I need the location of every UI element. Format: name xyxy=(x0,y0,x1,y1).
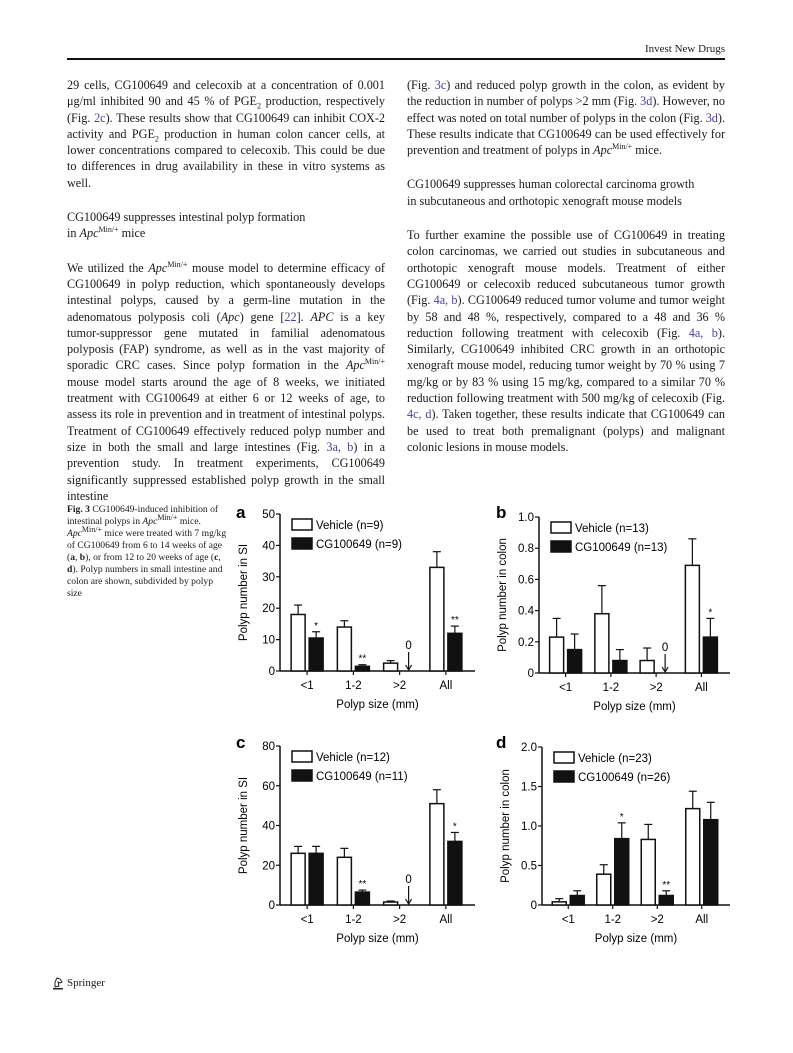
y-tick-label: 0 xyxy=(268,900,275,912)
bar-vehicle xyxy=(550,637,564,673)
y-tick-label: 2.0 xyxy=(521,742,537,754)
legend-swatch-cg100649 xyxy=(292,538,312,549)
legend-swatch-cg100649 xyxy=(551,541,571,552)
bar-vehicle xyxy=(291,614,305,671)
paragraph-xenograft: To further examine the possible use of CG100649 in treating colon carcinomas, we carried out studies in subcutaneous and orthotopic xenograft mouse models. Treatment of either CG100649 or celecoxib reduced subcutaneous tumor growth (Fig. 4a, b). CG100649 reduced tumor volume and tumor weight by 58 and 48 %, respectively, compared to a 48 and 36 % reduction following treatment with celecoxib (Fig. 4a, b). Similarly, CG100649 inhibited CRC growth in an orthotopic xenograft mouse model, reducing tumor weight by 70 % using 7 mg/kg or by 83 % using 15 mg/kg, compared to a similar 70 % reduction following treatment with 500 mg/kg of celecoxib (Fig. 4c, d). Taken together, these results indicate that CG100649 can be used to treat both premalignant (polyps) and malignant colonic lesions in mouse models. xyxy=(407,228,725,454)
paragraph-colon: (Fig. 3c) and reduced polyp growth in the colon, as evident by the reduction in number of polyps >2 mm (Fig. 3d). However, no effect was noted on total number of polyps in the colon (Fig. 3d). These results indicate that CG100649 can be used effectively for prevention and treatment of polyps in Apc$^{Min/+}$ mice. xyxy=(407,78,725,158)
x-tick-label: >2 xyxy=(649,682,663,694)
bar-cg100649 xyxy=(659,896,673,905)
significance-marker: * xyxy=(314,620,319,632)
legend-swatch-vehicle xyxy=(292,519,312,530)
panel-label: a xyxy=(236,503,246,522)
x-tick-label: All xyxy=(439,914,453,926)
paragraph-apcmin: We utilized the Apc$^{Min/+}$ mouse model to determine efficacy of CG100649 in polyp reduction, which spontaneously develops intestinal polyps, caused by a germ-line mutation in the adenomatous polyposis coli (Apc) gene [22]. APC is a key tumor-suppressor gene mutated in familial adenomatous polyposis (FAP) syndrome, as well as in the vast majority of sporadic CRC cases. Since polyp formation in the Apc$^{Min/+}$ mouse model starts around the age of 8 weeks, we initiated treatment with CG100649 at either 6 or 12 weeks of age, to assess its role in prevention and in treatment of intestinal polyps. Treatment of CG100649 effectively reduced polyp number and size in both the small and large intestines (Fig. 3a, b) in a prevention study. In treatment experiments, CG100649 significantly suppressed established polyp growth in the small intestine xyxy=(67,259,386,503)
legend-label: CG100649 (n=9) xyxy=(316,539,402,551)
x-tick-label: <1 xyxy=(300,914,314,926)
significance-marker: * xyxy=(619,811,624,823)
y-tick-label: 50 xyxy=(262,509,275,521)
x-tick-label: 1-2 xyxy=(604,914,622,926)
bar-cg100649 xyxy=(615,839,629,905)
bar-vehicle xyxy=(384,663,398,671)
y-tick-label: 10 xyxy=(262,634,275,647)
y-tick-label: 20 xyxy=(262,860,275,873)
x-tick-label: 1-2 xyxy=(345,914,362,926)
panel-label: b xyxy=(496,503,507,522)
legend-label: Vehicle (n=12) xyxy=(316,752,390,764)
fig-4cd-link[interactable]: 4c, d xyxy=(407,407,432,422)
x-tick-label: 1-2 xyxy=(345,680,362,692)
fig-3d-link[interactable]: 3d xyxy=(640,94,653,109)
legend-swatch-vehicle xyxy=(554,752,574,763)
significance-marker: ** xyxy=(450,615,459,627)
legend-label: Vehicle (n=9) xyxy=(316,520,384,532)
y-axis-label: Polyp number in colon xyxy=(500,769,512,883)
fig-3c-link[interactable]: 3c xyxy=(434,78,447,92)
chart-panel-b xyxy=(490,500,750,720)
bar-vehicle xyxy=(337,857,351,905)
y-tick-label: 0 xyxy=(527,668,534,680)
bar-vehicle xyxy=(595,614,609,673)
header-rule xyxy=(67,58,725,60)
chart-panel-d xyxy=(490,730,750,955)
y-tick-label: 0 xyxy=(530,900,537,912)
bar-cg100649 xyxy=(703,637,717,673)
y-axis-label: Polyp number in SI xyxy=(238,543,250,642)
y-tick-label: 1.0 xyxy=(518,512,534,524)
y-axis-label: Polyp number in SI xyxy=(238,776,250,875)
bar-cg100649 xyxy=(355,892,369,905)
fig-4ab-link-2[interactable]: 4a, b xyxy=(688,325,718,340)
zero-annotation: 0 xyxy=(405,874,412,886)
x-tick-label: All xyxy=(439,680,453,692)
x-tick-label: All xyxy=(694,682,708,694)
y-tick-label: 1.0 xyxy=(521,821,537,833)
x-tick-label: All xyxy=(695,914,709,926)
section-heading-xenograft: CG100649 suppresses human colorectal carcinoma growth in subcutaneous and orthotopic xenograft mouse models xyxy=(407,177,695,208)
zero-annotation: 0 xyxy=(405,640,412,652)
significance-marker: * xyxy=(708,607,713,619)
fig-3ab-link[interactable]: 3a, b xyxy=(326,439,354,454)
y-axis-label: Polyp number in colon xyxy=(497,538,509,652)
bar-vehicle xyxy=(597,874,611,905)
bar-cg100649 xyxy=(613,661,627,673)
bar-vehicle xyxy=(384,902,398,905)
legend-label: CG100649 (n=11) xyxy=(316,771,408,783)
bar-cg100649 xyxy=(448,841,462,905)
legend-swatch-vehicle xyxy=(292,751,312,762)
bar-vehicle xyxy=(685,565,699,673)
left-column xyxy=(67,77,385,504)
y-tick-label: 20 xyxy=(262,603,275,616)
x-tick-label: <1 xyxy=(559,682,573,694)
legend-label: Vehicle (n=23) xyxy=(578,753,652,765)
legend-label: CG100649 (n=26) xyxy=(578,772,671,784)
y-tick-label: 30 xyxy=(262,571,275,584)
significance-marker: ** xyxy=(662,879,671,891)
legend-swatch-vehicle xyxy=(551,522,571,533)
y-tick-label: 0.8 xyxy=(518,543,534,556)
legend-swatch-cg100649 xyxy=(554,771,574,782)
legend-label: Vehicle (n=13) xyxy=(575,523,649,535)
publisher-name: Springer xyxy=(67,977,105,989)
bar-vehicle xyxy=(640,661,654,673)
y-tick-label: 0 xyxy=(268,666,275,678)
bar-cg100649 xyxy=(309,638,323,671)
bar-vehicle xyxy=(552,902,566,905)
x-axis-label: Polyp size (mm) xyxy=(336,933,419,945)
bar-vehicle xyxy=(337,627,351,671)
x-tick-label: >2 xyxy=(393,914,407,926)
x-axis-label: Polyp size (mm) xyxy=(336,699,419,711)
footer xyxy=(52,976,105,990)
bar-cg100649 xyxy=(448,633,462,671)
springer-horse-icon xyxy=(52,976,64,990)
x-tick-label: >2 xyxy=(650,914,664,926)
bar-vehicle xyxy=(430,804,444,905)
y-tick-label: 0.6 xyxy=(518,574,534,587)
y-tick-label: 0.4 xyxy=(518,605,534,618)
y-tick-label: 1.5 xyxy=(521,781,537,794)
chart-panel-a xyxy=(230,500,490,720)
legend-swatch-cg100649 xyxy=(292,770,312,781)
bar-cg100649 xyxy=(570,896,584,905)
y-tick-label: 60 xyxy=(262,780,275,793)
fig-4ab-link[interactable]: 4a, b xyxy=(433,293,458,308)
figure-caption: Fig. 3 CG100649-induced inhibition of intestinal polyps in Apc$^{Min/+}$ mice. Apc$^{Min/+}$ mice were treated with 7 mg/kg of CG100649 from 6 to 14 weeks of age (a, b), or from 12 to 20 weeks of age (c, d). Polyp numbers in small intestine and colon are shown, subdivided by polyp size xyxy=(67,504,227,599)
ref-22-link[interactable]: 22 xyxy=(284,309,297,324)
fig-2c-link[interactable]: 2c xyxy=(94,110,106,125)
y-tick-label: 0.2 xyxy=(518,636,534,649)
significance-marker: * xyxy=(452,821,457,833)
bar-vehicle xyxy=(430,567,444,671)
x-axis-label: Polyp size (mm) xyxy=(593,701,676,713)
bar-vehicle xyxy=(291,853,305,905)
fig-3d-link-2[interactable]: 3d xyxy=(705,110,718,125)
bar-vehicle xyxy=(686,809,700,905)
bar-cg100649 xyxy=(704,820,718,905)
right-column xyxy=(407,77,725,455)
bar-cg100649 xyxy=(355,666,369,671)
y-tick-label: 40 xyxy=(262,540,275,553)
chart-panel-c xyxy=(230,730,490,955)
paragraph-pge2: 29 cells, CG100649 and celecoxib at a concentration of 0.001 μg/ml inhibited 90 and 45 % of $PGE_2$ production, respectively (Fig. 2c). These results show that CG100649 can inhibit COX-2 activity and $PGE_2$ production in human colon cancer cells, at lower concentrations compared to celecoxib. This could be due to differences in drug availability in these in vitro systems as well. xyxy=(67,78,386,190)
significance-marker: ** xyxy=(358,653,367,665)
section-heading-polyp: CG100649 suppresses intestinal polyp formation in Apc$^{Min/+}$ mice xyxy=(67,210,306,241)
zero-annotation: 0 xyxy=(661,642,669,654)
x-axis-label: Polyp size (mm) xyxy=(594,933,678,945)
x-tick-label: <1 xyxy=(300,680,314,692)
x-tick-label: <1 xyxy=(561,914,575,926)
legend-label: CG100649 (n=13) xyxy=(575,542,668,554)
y-tick-label: 40 xyxy=(262,820,275,833)
journal-name: Invest New Drugs xyxy=(644,43,725,55)
panel-label: d xyxy=(496,733,507,752)
y-tick-label: 80 xyxy=(262,741,275,753)
bar-cg100649 xyxy=(568,650,582,673)
bar-vehicle xyxy=(641,839,655,905)
x-tick-label: >2 xyxy=(393,680,407,692)
x-tick-label: 1-2 xyxy=(602,682,620,694)
bar-cg100649 xyxy=(309,853,323,905)
panel-label: c xyxy=(236,733,246,752)
y-tick-label: 0.5 xyxy=(521,860,537,873)
significance-marker: ** xyxy=(358,879,367,891)
